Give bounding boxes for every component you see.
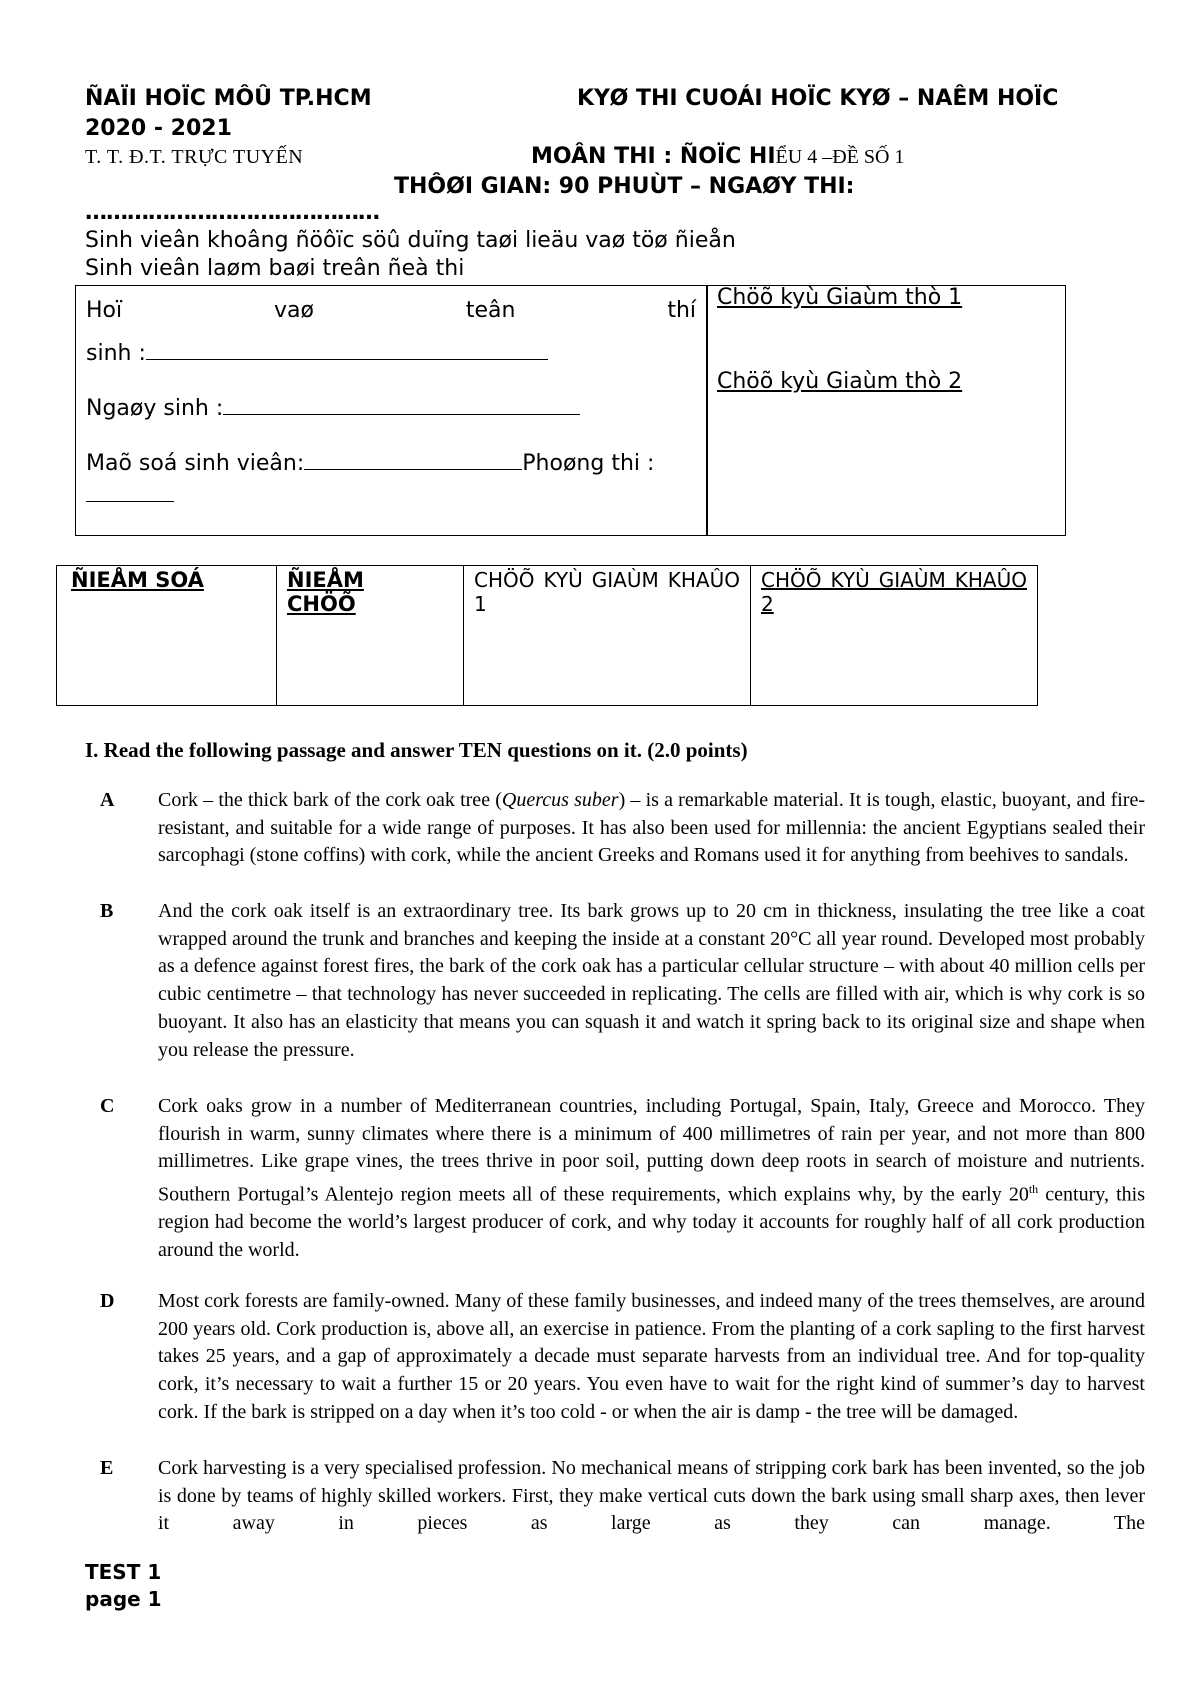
examiner-2-cell[interactable] bbox=[751, 566, 1038, 706]
paragraph-e bbox=[85, 1455, 1145, 1538]
examiner-1-cell[interactable] bbox=[464, 566, 751, 706]
paragraph-letter: A bbox=[100, 789, 115, 811]
score-number-cell[interactable] bbox=[57, 566, 277, 706]
school-name: ÑAÏI HOÏC MÔÛ TP.HCM bbox=[85, 86, 372, 111]
paragraph-body bbox=[158, 1093, 1145, 1265]
dob-field[interactable] bbox=[86, 396, 580, 421]
examiner-1-header: CHÖÕ KYÙ GIAÙM KHAÛO 1 bbox=[474, 568, 740, 616]
ordinal-suffix: th bbox=[1028, 1182, 1039, 1197]
paragraph-text: century, this region had become the world’s largest producer of cork, and why today it accounts for roughly half of all cork production around the world. bbox=[158, 1183, 1145, 1262]
student-id-row[interactable] bbox=[86, 451, 654, 476]
school-year: 2020 - 2021 bbox=[85, 116, 232, 141]
instruction-note: Sinh vieân laøm baøi treân ñeà thi bbox=[85, 256, 465, 281]
score-table bbox=[56, 565, 1038, 706]
paragraph-body: Most cork forests are family-owned. Many of these family businesses, and indeed many of the trees themselves, are around 200 years old. Cork production is, above all, an exercise in patience. From the planting of a cork sapling to the first harvest takes 25 years, and a gap of approximately a decade must separate harvests from an individual tree. And for top-quality cork, it’s necessary to wait a further 15 or 20 years. You even have to wait for the right kind of summer’s day to harvest cork. If the bark is stripped on a day when it’s too cold - or when the air is damp - the tree will be damaged. bbox=[158, 1290, 1145, 1423]
student-name-blank[interactable] bbox=[146, 358, 548, 360]
subject-line bbox=[531, 144, 904, 169]
center-name: T. T. Đ.T. TRỰC TUYẾN bbox=[85, 146, 304, 168]
info-box-divider bbox=[706, 286, 708, 535]
footer-test-label: TEST 1 bbox=[85, 1560, 162, 1584]
room-field[interactable] bbox=[86, 483, 174, 508]
paragraph-b bbox=[85, 898, 1145, 1064]
student-info-box bbox=[75, 285, 1066, 536]
name-word: Hoï bbox=[86, 298, 123, 323]
subject-label: MOÂN THI : ÑOÏC HI bbox=[531, 144, 776, 169]
paragraph-a bbox=[85, 787, 1145, 870]
room-blank[interactable] bbox=[86, 500, 174, 502]
student-id-label: Maõ soá sinh vieân: bbox=[86, 451, 305, 476]
paragraph-letter: C bbox=[100, 1095, 115, 1117]
paragraph-text: ) – is a remarkable material. It is tough, elastic, buoyant, and fire-resistant, and suitable for a wide range of purposes. It has also been used for millennia: the ancient Egyptians sealed their sarcophagi (stone coffins) with cork, while the ancient Greeks and Romans used it for anything from beehives to sandals. bbox=[158, 789, 1146, 867]
paragraph-letter: E bbox=[100, 1457, 114, 1479]
invigilator-2-signature: Chöõ kyù Giaùm thò 2 bbox=[717, 369, 963, 394]
paragraph-body bbox=[158, 787, 1145, 870]
exam-time: THÔØI GIAN: 90 PHUÙT – NGAØY THI: bbox=[394, 174, 855, 199]
examiner-2-header: CHÖÕ KYÙ GIAÙM KHAÛO 2 bbox=[761, 568, 1027, 616]
paragraph-text: Cork – the thick bark of the cork oak tree ( bbox=[158, 789, 502, 811]
name-word: thí bbox=[667, 298, 696, 323]
paragraph-c bbox=[85, 1093, 1145, 1265]
score-number-header: ÑIEÅM SOÁ bbox=[71, 568, 204, 592]
paragraph-text: Cork oaks grow in a number of Mediterranean countries, including Portugal, Spain, Italy, Greece and Morocco. They flourish in warm, sunny climates where there is a minimum of 400 millimetres of rain per year, and not more than 800 millimetres. Like grape vines, the trees thrive in poor soil, putting down deep roots in search of moisture and nutrients. Southern Portugal’s Alentejo region meets all of these requirements, which explains why, by the early 20 bbox=[158, 1095, 1145, 1206]
room-label: Phoøng thi : bbox=[522, 451, 655, 476]
paragraph-d bbox=[85, 1288, 1145, 1427]
name-word: teân bbox=[465, 298, 516, 323]
score-words-header: ÑIEÅM CHÖÕ bbox=[287, 568, 364, 616]
species-name: Quercus suber bbox=[501, 789, 619, 811]
invigilator-1-signature: Chöõ kyù Giaùm thò 1 bbox=[717, 285, 963, 310]
paragraph-letter: B bbox=[100, 900, 114, 922]
student-name-field[interactable] bbox=[86, 341, 548, 366]
section-title: I. Read the following passage and answer TEN questions on it. (2.0 points) bbox=[85, 738, 748, 762]
instruction-note: Sinh vieân khoâng ñöôïc söû duïng taøi lieäu vaø töø ñieån bbox=[85, 228, 736, 253]
dob-blank[interactable] bbox=[223, 413, 580, 415]
name-word: vaø bbox=[274, 298, 314, 323]
name-label-row bbox=[86, 298, 696, 323]
dob-label: Ngaøy sinh : bbox=[86, 396, 224, 421]
paragraph-letter: D bbox=[100, 1290, 115, 1312]
date-dots: …………………………………… bbox=[85, 200, 379, 225]
score-words-cell[interactable] bbox=[277, 566, 464, 706]
table-row bbox=[57, 566, 1038, 706]
student-name-label: sinh : bbox=[86, 341, 146, 366]
footer-page-number: page 1 bbox=[85, 1587, 162, 1611]
subject-code: ỂU 4 –ĐỀ SỐ 1 bbox=[775, 146, 905, 168]
paragraph-body: Cork harvesting is a very specialised profession. No mechanical means of stripping cork bark has been invented, so the job is done by teams of highly skilled workers. First, they make vertical cuts down the bark using small sharp axes, then lever it away in pieces as large as they can manage. The bbox=[158, 1457, 1145, 1535]
exam-title: KYØ THI CUOÁI HOÏC KYØ – NAÊM HOÏC bbox=[577, 86, 1059, 111]
paragraph-body: And the cork oak itself is an extraordinary tree. Its bark grows up to 20 cm in thickness, insulating the tree like a coat wrapped around the trunk and branches and keeping the inside at a constant 20°C all year round. Developed most probably as a defence against forest fires, the bark of the cork oak has a particular cellular structure – with about 40 million cells per cubic centimetre – that technology has never succeeded in replicating. The cells are filled with air, which is why cork is so buoyant. It also has an elasticity that means you can squash it and watch it spring back to its original size and shape when you release the pressure. bbox=[158, 900, 1145, 1061]
student-id-blank[interactable] bbox=[304, 468, 522, 470]
